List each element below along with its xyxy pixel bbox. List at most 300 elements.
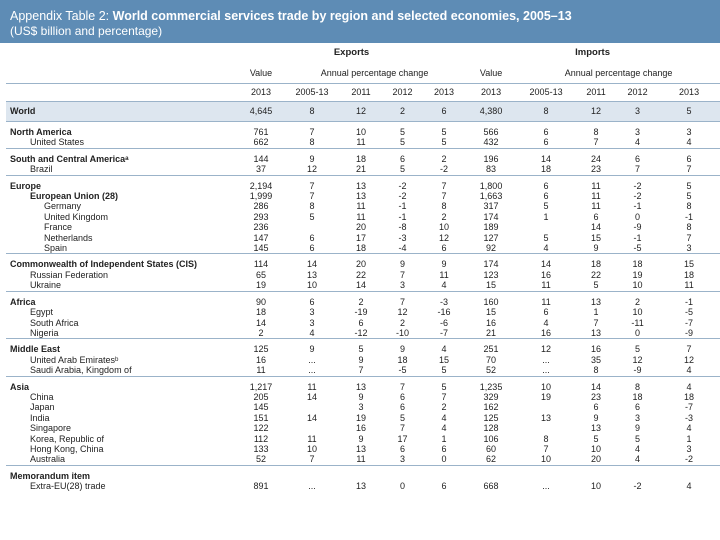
change-cell: 8 bbox=[543, 433, 549, 444]
year-header: 2013 bbox=[658, 84, 720, 102]
row-label: Extra-EU(28) trade bbox=[30, 481, 106, 492]
change-cell: -5 bbox=[685, 307, 694, 318]
change-cell: 3 bbox=[658, 122, 720, 138]
change-cell: 3 bbox=[635, 412, 641, 423]
change-cell: 13 bbox=[340, 376, 382, 392]
change-cell bbox=[517, 402, 575, 412]
value-cell: 145 bbox=[253, 243, 269, 254]
change-cell: 9 bbox=[382, 339, 423, 355]
change-cell: 4 bbox=[441, 280, 447, 291]
change-cell: 11 bbox=[307, 433, 317, 444]
value-cell: 151 bbox=[253, 412, 269, 423]
change-cell: 6 bbox=[441, 443, 447, 454]
table-row bbox=[6, 191, 720, 201]
value-cell: 891 bbox=[253, 481, 269, 492]
change-cell: 23 bbox=[591, 164, 602, 175]
change-cell: 5 bbox=[399, 412, 405, 423]
change-cell: 5 bbox=[617, 339, 658, 355]
table-row bbox=[6, 122, 720, 138]
value-cell: 16 bbox=[486, 317, 497, 328]
row-label: Africa bbox=[6, 291, 238, 307]
change-cell: 4 bbox=[543, 317, 549, 328]
change-cell: 6 bbox=[441, 243, 447, 254]
change-cell: 9 bbox=[635, 423, 641, 434]
change-cell: 7 bbox=[382, 376, 423, 392]
change-cell: -3 bbox=[423, 291, 465, 307]
change-cell: 8 bbox=[284, 102, 340, 122]
change-cell: 9 bbox=[358, 354, 364, 365]
change-cell: 1 bbox=[593, 307, 599, 318]
change-cell: 16 bbox=[541, 327, 552, 338]
change-cell: 16 bbox=[355, 423, 366, 434]
year-header-row bbox=[6, 84, 720, 102]
value-cell: 162 bbox=[483, 402, 499, 413]
change-cell: 6 bbox=[382, 148, 423, 164]
change-cell: 4 bbox=[423, 339, 465, 355]
change-cell: 1 bbox=[543, 211, 549, 222]
change-cell: 14 bbox=[284, 254, 340, 270]
row-label: United Kingdom bbox=[44, 211, 109, 222]
change-cell: 4 bbox=[658, 376, 720, 392]
table-row bbox=[6, 413, 720, 423]
value-cell: 128 bbox=[483, 423, 499, 434]
value-cell: 174 bbox=[483, 211, 499, 222]
value-cell: 662 bbox=[253, 137, 269, 148]
change-cell: 6 bbox=[593, 211, 599, 222]
change-cell: 9 bbox=[593, 243, 599, 254]
change-cell: 10 bbox=[306, 280, 317, 291]
change-cell: 0 bbox=[635, 327, 641, 338]
change-cell: 3 bbox=[309, 307, 315, 318]
change-cell: 4 bbox=[543, 243, 549, 254]
year-header: 2013 bbox=[238, 84, 284, 102]
table-row bbox=[6, 212, 720, 222]
change-cell: 19 bbox=[355, 412, 366, 423]
row-label: North America bbox=[6, 122, 238, 138]
table-body bbox=[6, 102, 720, 492]
change-cell bbox=[517, 423, 575, 433]
change-cell: 6 bbox=[399, 443, 405, 454]
table-row bbox=[6, 465, 720, 481]
year-header: 2005-13 bbox=[284, 84, 340, 102]
change-cell: -7 bbox=[440, 327, 449, 338]
change-cell: 19 bbox=[541, 391, 552, 402]
row-label: Netherlands bbox=[44, 232, 93, 243]
change-cell: 12 bbox=[632, 354, 643, 365]
row-label: India bbox=[30, 412, 50, 423]
change-cell: 8 bbox=[575, 122, 617, 138]
change-cell: 13 bbox=[355, 443, 366, 454]
row-label: Europe bbox=[6, 175, 238, 191]
change-cell: 18 bbox=[632, 391, 643, 402]
row-label: Egypt bbox=[30, 307, 54, 318]
change-cell: 9 bbox=[358, 391, 364, 402]
row-label: United Arab Emiratesᵇ bbox=[30, 354, 119, 365]
change-cell: 3 bbox=[358, 402, 364, 413]
change-cell: 7 bbox=[399, 423, 405, 434]
row-label: South Africa bbox=[30, 317, 79, 328]
change-cell: 8 bbox=[441, 201, 447, 212]
change-cell: -11 bbox=[631, 317, 644, 328]
value-cell: 317 bbox=[483, 201, 499, 212]
row-label: Russian Federation bbox=[30, 269, 109, 280]
change-cell: 3 bbox=[399, 454, 405, 465]
value-cell: 15 bbox=[486, 280, 497, 291]
table-row bbox=[6, 307, 720, 317]
table-row bbox=[6, 402, 720, 412]
change-cell: 7 bbox=[309, 191, 315, 202]
change-cell: 16 bbox=[541, 269, 552, 280]
change-cell: 35 bbox=[591, 354, 602, 365]
change-cell: -2 bbox=[440, 164, 449, 175]
value-cell: 4,645 bbox=[238, 102, 284, 122]
value-cell: 92 bbox=[486, 243, 497, 254]
change-cell: 13 bbox=[575, 291, 617, 307]
change-cell: 4 bbox=[635, 443, 641, 454]
value-cell: 122 bbox=[253, 423, 269, 434]
change-cell: 13 bbox=[306, 269, 317, 280]
value-cell: 432 bbox=[483, 137, 499, 148]
change-cell: -7 bbox=[685, 317, 694, 328]
change-cell bbox=[423, 465, 465, 481]
value-cell: 196 bbox=[465, 148, 517, 164]
change-cell bbox=[517, 222, 575, 232]
row-label: Ukraine bbox=[30, 280, 62, 291]
row-label: South and Central Americaᵃ bbox=[6, 148, 238, 164]
change-cell: 22 bbox=[591, 269, 602, 280]
change-cell: 18 bbox=[617, 254, 658, 270]
change-cell: 7 bbox=[543, 443, 549, 454]
value-cell: 144 bbox=[238, 148, 284, 164]
change-cell: 17 bbox=[397, 433, 408, 444]
change-cell: 3 bbox=[686, 243, 692, 254]
change-cell: 6 bbox=[658, 148, 720, 164]
table-row bbox=[6, 376, 720, 392]
change-cell: 2 bbox=[340, 291, 382, 307]
row-label: Spain bbox=[44, 243, 68, 254]
change-cell: 5 bbox=[635, 433, 641, 444]
change-cell: ... bbox=[542, 354, 550, 365]
change-cell: 11 bbox=[439, 269, 449, 280]
value-cell: 1,217 bbox=[238, 376, 284, 392]
change-cell bbox=[284, 402, 340, 412]
change-cell: 6 bbox=[543, 307, 549, 318]
change-cell: 5 bbox=[399, 164, 405, 175]
change-cell: 6 bbox=[517, 175, 575, 191]
change-cell: 18 bbox=[541, 164, 552, 175]
change-cell: 18 bbox=[397, 354, 408, 365]
change-cell: 4 bbox=[635, 137, 641, 148]
change-cell: 14 bbox=[517, 254, 575, 270]
year-header: 2012 bbox=[617, 84, 658, 102]
table-subtitle: (US$ billion and percentage) bbox=[10, 24, 163, 38]
change-cell: 5 bbox=[399, 137, 405, 148]
change-cell: 3 bbox=[686, 443, 692, 454]
change-cell: -2 bbox=[633, 191, 642, 202]
group-header-row bbox=[6, 43, 720, 63]
change-cell: 6 bbox=[309, 243, 315, 254]
table-row bbox=[6, 243, 720, 254]
change-cell: 11 bbox=[356, 454, 366, 465]
change-cell: 12 bbox=[684, 354, 695, 365]
change-cell: 5 bbox=[309, 211, 315, 222]
change-cell: 16 bbox=[575, 339, 617, 355]
change-cell: -1 bbox=[398, 201, 407, 212]
value-cell: 147 bbox=[253, 232, 269, 243]
exports-change-header: Annual percentage change bbox=[320, 67, 429, 78]
value-cell: 19 bbox=[255, 280, 266, 291]
change-cell: 10 bbox=[340, 122, 382, 138]
value-cell: 329 bbox=[483, 391, 499, 402]
change-cell: -19 bbox=[354, 307, 368, 318]
change-cell: 6 bbox=[593, 402, 599, 413]
row-label: Saudi Arabia, Kingdom of bbox=[30, 365, 132, 376]
change-cell: 1 bbox=[441, 433, 447, 444]
change-cell: 9 bbox=[284, 148, 340, 164]
change-cell: 6 bbox=[399, 391, 405, 402]
change-cell: 11 bbox=[356, 201, 366, 212]
value-cell: 106 bbox=[483, 433, 499, 444]
change-cell: 8 bbox=[517, 102, 575, 122]
change-cell: 9 bbox=[358, 433, 364, 444]
change-cell: 11 bbox=[541, 280, 551, 291]
change-cell: 6 bbox=[423, 102, 465, 122]
change-cell: 20 bbox=[340, 254, 382, 270]
change-cell: 18 bbox=[684, 269, 695, 280]
change-cell: -1 bbox=[633, 201, 642, 212]
change-cell: 12 bbox=[306, 164, 317, 175]
change-cell: 9 bbox=[284, 339, 340, 355]
change-cell: 5 bbox=[423, 122, 465, 138]
change-cell: -10 bbox=[395, 327, 409, 338]
change-cell: 2 bbox=[441, 402, 447, 413]
year-header: 2013 bbox=[465, 84, 517, 102]
change-cell: 7 bbox=[658, 339, 720, 355]
change-cell: 13 bbox=[355, 481, 366, 492]
change-cell: 21 bbox=[355, 164, 366, 175]
change-cell: 5 bbox=[593, 280, 599, 291]
change-cell: -3 bbox=[398, 232, 407, 243]
table-row bbox=[6, 365, 720, 376]
change-cell: 11 bbox=[684, 280, 694, 291]
change-cell: 10 bbox=[591, 481, 602, 492]
change-cell: -9 bbox=[633, 365, 642, 376]
change-cell: 18 bbox=[355, 243, 366, 254]
row-label: United States bbox=[30, 137, 85, 148]
value-cell: 21 bbox=[486, 327, 497, 338]
change-cell bbox=[575, 465, 617, 481]
row-label: Memorandum item bbox=[6, 465, 238, 481]
change-cell: 4 bbox=[309, 327, 315, 338]
change-cell: 5 bbox=[382, 122, 423, 138]
value-cell: 286 bbox=[253, 201, 269, 212]
table-row bbox=[6, 201, 720, 211]
change-cell: -1 bbox=[633, 232, 642, 243]
change-cell: 24 bbox=[575, 148, 617, 164]
year-header: 2011 bbox=[575, 84, 617, 102]
change-cell: 12 bbox=[517, 339, 575, 355]
value-cell: 145 bbox=[253, 402, 269, 413]
change-cell: -6 bbox=[440, 317, 449, 328]
change-cell: 8 bbox=[617, 376, 658, 392]
change-cell bbox=[284, 465, 340, 481]
change-cell: 19 bbox=[632, 269, 643, 280]
change-cell: 15 bbox=[439, 354, 450, 365]
change-cell: 6 bbox=[543, 191, 549, 202]
change-cell: 4 bbox=[686, 423, 692, 434]
change-cell: 2 bbox=[441, 211, 447, 222]
table-row bbox=[6, 164, 720, 175]
value-cell: 127 bbox=[483, 232, 499, 243]
value-cell: 2,194 bbox=[238, 175, 284, 191]
change-cell: 4 bbox=[635, 454, 641, 465]
table-row bbox=[6, 175, 720, 191]
change-cell: ... bbox=[308, 354, 316, 365]
value-cell: 236 bbox=[253, 222, 269, 233]
change-cell: 13 bbox=[591, 327, 602, 338]
value-cell: 18 bbox=[255, 307, 266, 318]
value-cell: 90 bbox=[238, 291, 284, 307]
subheader-row bbox=[6, 63, 720, 84]
change-cell: 13 bbox=[541, 412, 552, 423]
table-row bbox=[6, 148, 720, 164]
row-label: Middle East bbox=[6, 339, 238, 355]
change-cell: 7 bbox=[593, 137, 599, 148]
change-cell: 9 bbox=[382, 254, 423, 270]
change-cell: 6 bbox=[517, 122, 575, 138]
change-cell: 15 bbox=[591, 232, 602, 243]
change-cell: 8 bbox=[686, 222, 692, 233]
change-cell: 8 bbox=[309, 201, 315, 212]
change-cell: 5 bbox=[686, 191, 692, 202]
change-cell: 14 bbox=[575, 376, 617, 392]
change-cell: -9 bbox=[633, 222, 642, 233]
change-cell: ... bbox=[542, 481, 550, 492]
value-cell: 70 bbox=[486, 354, 497, 365]
change-cell bbox=[340, 465, 382, 481]
value-cell: 1,235 bbox=[465, 376, 517, 392]
value-cell: 251 bbox=[465, 339, 517, 355]
change-cell: 11 bbox=[284, 376, 340, 392]
change-cell: 6 bbox=[309, 232, 315, 243]
change-cell: 12 bbox=[439, 232, 450, 243]
change-cell: 10 bbox=[306, 443, 317, 454]
change-cell: 17 bbox=[355, 232, 366, 243]
row-label: Japan bbox=[30, 402, 55, 413]
table-row bbox=[6, 423, 720, 433]
change-cell: 7 bbox=[441, 391, 447, 402]
exports-value-header: Value bbox=[249, 67, 273, 78]
change-cell: -5 bbox=[633, 243, 642, 254]
row-label: Commonwealth of Independent States (CIS) bbox=[6, 254, 238, 270]
change-cell: -2 bbox=[617, 175, 658, 191]
table-row bbox=[6, 444, 720, 454]
value-cell: 15 bbox=[486, 307, 497, 318]
change-cell bbox=[658, 465, 720, 481]
value-cell: 125 bbox=[483, 412, 499, 423]
row-label: Hong Kong, China bbox=[30, 443, 104, 454]
data-table bbox=[6, 43, 720, 492]
change-cell: 5 bbox=[441, 365, 447, 376]
row-label: Singapore bbox=[30, 423, 72, 434]
title-prefix: Appendix Table 2: bbox=[10, 9, 110, 23]
table-row bbox=[6, 434, 720, 444]
change-cell: 9 bbox=[593, 412, 599, 423]
imports-header: Imports bbox=[575, 46, 610, 58]
change-cell: -8 bbox=[398, 222, 407, 233]
change-cell: 0 bbox=[399, 481, 405, 492]
change-cell: 10 bbox=[439, 222, 450, 233]
change-cell: 4 bbox=[441, 412, 447, 423]
value-cell: 1,800 bbox=[465, 175, 517, 191]
value-cell: 1,999 bbox=[249, 191, 273, 202]
change-cell: -12 bbox=[354, 327, 368, 338]
change-cell: 5 bbox=[658, 102, 720, 122]
row-label: Asia bbox=[6, 376, 238, 392]
change-cell: 7 bbox=[441, 191, 447, 202]
change-cell: 11 bbox=[517, 291, 575, 307]
change-cell: -16 bbox=[437, 307, 451, 318]
change-cell: 6 bbox=[399, 402, 405, 413]
value-cell: 566 bbox=[465, 122, 517, 138]
value-cell: 293 bbox=[253, 211, 269, 222]
change-cell: ... bbox=[308, 365, 316, 376]
value-cell: 133 bbox=[253, 443, 269, 454]
change-cell: 15 bbox=[658, 254, 720, 270]
table-row bbox=[6, 339, 720, 355]
change-cell: 5 bbox=[593, 433, 599, 444]
change-cell: 11 bbox=[356, 137, 366, 148]
table-row bbox=[6, 318, 720, 328]
row-label: France bbox=[44, 222, 73, 233]
change-cell: 11 bbox=[591, 201, 601, 212]
change-cell: 14 bbox=[306, 412, 317, 423]
change-cell: 11 bbox=[356, 211, 366, 222]
change-cell: 4 bbox=[686, 137, 692, 148]
change-cell: 2 bbox=[617, 291, 658, 307]
change-cell: 7 bbox=[309, 454, 315, 465]
value-cell: 14 bbox=[255, 317, 266, 328]
change-cell: 20 bbox=[355, 222, 366, 233]
year-header: 2013 bbox=[423, 84, 465, 102]
change-cell: 7 bbox=[635, 164, 641, 175]
value-cell: 123 bbox=[483, 269, 499, 280]
table-row bbox=[6, 102, 720, 122]
imports-change-header: Annual percentage change bbox=[564, 67, 673, 78]
stub-header bbox=[6, 43, 238, 63]
table-row bbox=[6, 481, 720, 491]
change-cell: 10 bbox=[541, 454, 552, 465]
change-cell: 6 bbox=[284, 291, 340, 307]
value-cell: 189 bbox=[483, 222, 499, 233]
exports-header: Exports bbox=[333, 46, 370, 58]
change-cell: 5 bbox=[340, 339, 382, 355]
change-cell: 13 bbox=[355, 191, 366, 202]
change-cell: -9 bbox=[685, 327, 694, 338]
change-cell: ... bbox=[542, 365, 550, 376]
change-cell: 7 bbox=[423, 175, 465, 191]
title-bar bbox=[0, 0, 720, 43]
row-label: Australia bbox=[30, 454, 66, 465]
value-cell: 52 bbox=[486, 365, 497, 376]
change-cell: 3 bbox=[309, 317, 315, 328]
change-cell: 6 bbox=[617, 148, 658, 164]
change-cell: 14 bbox=[355, 280, 366, 291]
year-header: 2012 bbox=[382, 84, 423, 102]
change-cell: 0 bbox=[441, 454, 447, 465]
row-label: World bbox=[6, 102, 238, 122]
change-cell: 6 bbox=[635, 402, 641, 413]
